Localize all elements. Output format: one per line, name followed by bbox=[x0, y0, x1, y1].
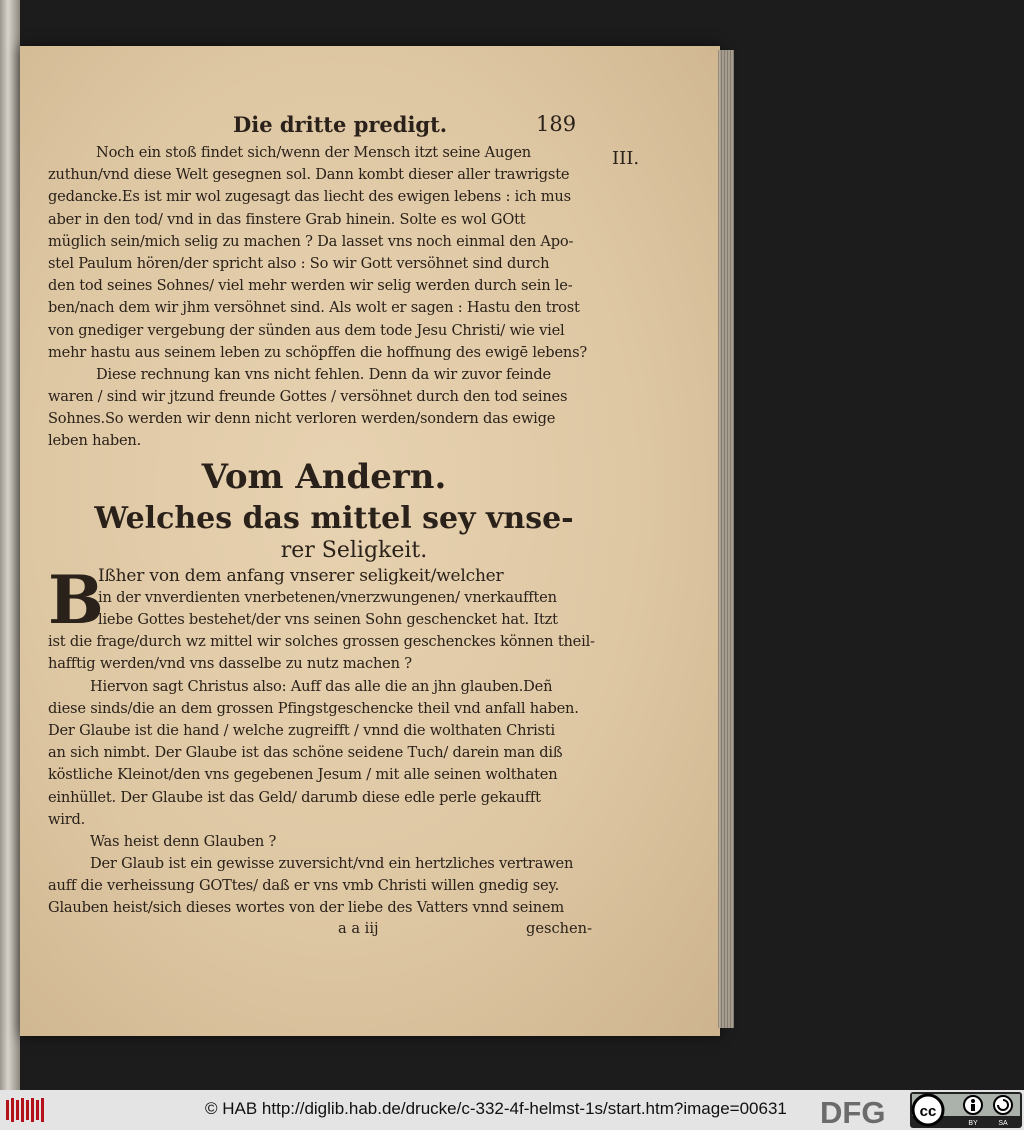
text-line: an sich nimbt. Der Glaube ist das schöne seidene Tuch/ darein man diß bbox=[48, 744, 563, 762]
page-fore-edge bbox=[718, 50, 734, 1028]
by-label: BY bbox=[968, 1120, 978, 1127]
copyright-link[interactable]: © HAB http://diglib.hab.de/drucke/c-332-4f-helmst-1s/start.htm?image=00631 bbox=[205, 1099, 787, 1118]
running-head: Die dritte predigt. bbox=[233, 112, 448, 137]
text-line: stel Paulum hören/der spricht also : So wir Gott versöhnet sind durch bbox=[48, 254, 550, 272]
text-line: von gnediger vergebung der sünden aus dem tode Jesu Christi/ wie viel bbox=[48, 321, 565, 339]
signature-mark: a a iij bbox=[338, 919, 379, 937]
catchword: geschen- bbox=[526, 919, 593, 937]
question-line: Was heist denn Glauben ? bbox=[90, 832, 277, 850]
margin-section-number: III. bbox=[612, 148, 640, 169]
page-foot bbox=[48, 920, 600, 942]
text-line: mehr hastu aus seinem leben zu schöpffen die hoffnung des ewigē lebens? bbox=[48, 343, 587, 361]
section-subheading-continued: rer Seligkeit. bbox=[280, 537, 428, 563]
text-line: ben/nach dem wir jhm versöhnet sind. Als wolt er sagen : Hastu den trost bbox=[48, 299, 580, 317]
text-line: müglich sein/mich selig zu machen ? Da lasset vns noch einmal den Apo- bbox=[48, 232, 574, 250]
section-subheading: Welches das mittel sey vnse- bbox=[94, 500, 574, 536]
text-line: Der Glaub ist ein gewisse zuversicht/vnd ein hertzliches vertrawen bbox=[90, 855, 574, 873]
text-line: waren / sind wir jtzund freunde Gottes / versöhnet durch den tod seines bbox=[48, 388, 568, 406]
page-text bbox=[48, 112, 600, 942]
adjacent-page-edge bbox=[0, 0, 20, 1090]
dfg-logo-icon bbox=[818, 1094, 910, 1128]
text-line: auff die verheissung GOTtes/ daß er vns vmb Christi willen gnedig sey. bbox=[48, 877, 560, 895]
decorated-initial: B bbox=[48, 560, 104, 639]
text-line: hafftig werden/vnd vns dasselbe zu nutz machen ? bbox=[48, 655, 412, 673]
initial-paragraph bbox=[48, 560, 600, 639]
text-line: in der vnverdienten vnerbetenen/vnerzwungenen/ vnerkaufften bbox=[98, 588, 557, 606]
text-line: diese sinds/die an dem grossen Pfingstgeschencke theil vnd anfall haben. bbox=[48, 699, 579, 717]
text-line: Diese rechnung kan vns nicht fehlen. Denn da wir zuvor feinde bbox=[96, 365, 551, 383]
text-line: einhüllet. Der Glaube ist das Geld/ darumb diese edle perle gekaufft bbox=[48, 788, 541, 806]
body-top bbox=[48, 142, 600, 453]
text-line: Glauben heist/sich dieses wortes von der liebe des Vatters vnnd seinem bbox=[48, 899, 564, 917]
body-bottom bbox=[48, 631, 600, 919]
text-line: zuthun/vnd diese Welt gesegnen sol. Dann kombt dieser aller trawrigste bbox=[48, 166, 570, 184]
sa-label: SA bbox=[998, 1120, 1008, 1127]
text-line: aber in den tod/ vnd in das finstere Grab hinein. Solte es wol GOtt bbox=[48, 210, 526, 228]
text-line: leben haben. bbox=[48, 432, 142, 450]
attribution-bar bbox=[0, 1090, 1024, 1130]
section-heading: Vom Andern. bbox=[201, 456, 447, 497]
cc-label: cc bbox=[919, 1103, 937, 1120]
text-line: Noch ein stoß findet sich/wenn der Mensch itzt seine Augen bbox=[96, 144, 531, 161]
cc-by-sa-license-icon[interactable] bbox=[910, 1092, 1022, 1128]
text-line: Ißher von dem anfang vnserer seligkeit/welcher bbox=[98, 565, 504, 586]
dfg-logo-text: DFG bbox=[820, 1095, 886, 1128]
text-line: Hiervon sagt Christus also: Auff das alle die an jhn glauben.Deñ bbox=[90, 677, 553, 695]
page-number: 189 bbox=[536, 112, 577, 136]
text-line: Sohnes.So werden wir denn nicht verloren werden/sondern das ewige bbox=[48, 410, 556, 428]
text-line: köstliche Kleinot/den vns gegebenen Jesum / mit alle seinen wolthaten bbox=[48, 766, 558, 784]
text-line: gedancke.Es ist mir wol zugesagt das liecht des ewigen lebens : ich mus bbox=[48, 188, 571, 206]
text-line: wird. bbox=[48, 810, 86, 828]
text-line: den tod seines Sohnes/ viel mehr werden wir selig werden durch sein le- bbox=[48, 277, 573, 295]
hab-logo-icon bbox=[4, 1096, 48, 1124]
text-line: liebe Gottes bestehet/der vns seinen Sohn geschencket hat. Itzt bbox=[98, 611, 558, 628]
header-line bbox=[48, 112, 600, 142]
text-line: Der Glaube ist die hand / welche zugreifft / vnnd die wolthaten Christi bbox=[48, 721, 555, 739]
text-line: ist die frage/durch wz mittel wir solches grossen geschenckes können theil- bbox=[48, 633, 595, 651]
